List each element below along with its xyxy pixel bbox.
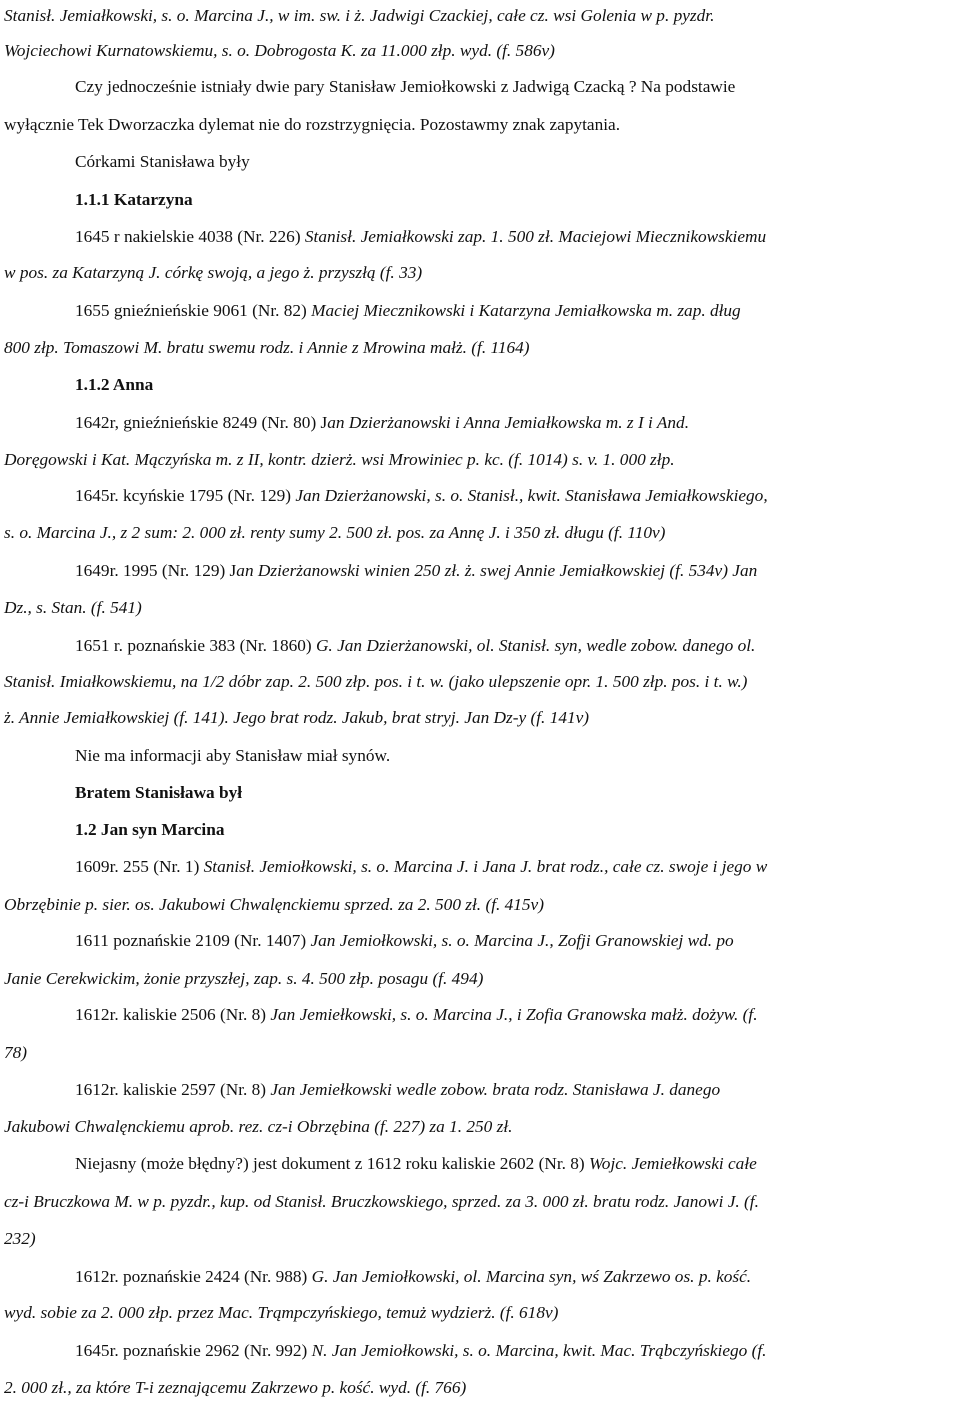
italic-text: Doręgowski i Kat. Mączyńska m. z II, kontr. dzierż. wsi Mrowiniec p. kc. (f. 1014) s. v. 1. 000 złp. [4, 450, 675, 469]
body-text: Niejasny (może błędny?) jest dokument z 1612 roku kaliskie 2602 (Nr. 8) [75, 1154, 589, 1173]
text-line [4, 1115, 512, 1139]
italic-text: 78) [4, 1043, 28, 1062]
italic-text: Stanisł. Imiałkowskiemu, na 1/2 dóbr zap. 2. 500 złp. pos. i t. w. (jako ulepszenie opr. 1. 500 złp. pos. i t. w.) [4, 672, 748, 691]
text-line [75, 559, 757, 583]
text-line [4, 1376, 466, 1400]
italic-text: an Dzierżanowski i Anna Jemiałkowska m. z I i And. [327, 413, 690, 432]
text-line [4, 448, 675, 472]
italic-text: G. Jan Jemiołkowski, ol. Marcina syn, wś Zakrzewo os. p. kość. [311, 1267, 752, 1286]
text-line [4, 596, 142, 620]
italic-text: Stanisł. Jemiałkowski zap. 1. 500 zł. Maciejowi Miecznikowskiemu [304, 227, 767, 246]
italic-text: Jan Jemiełkowski, s. o. Marcina J., i Zofia Granowska małż. dożyw. (f. [270, 1005, 758, 1024]
text-line [75, 1339, 766, 1363]
italic-text: 800 złp. Tomaszowi M. bratu swemu rodz. i Annie z Mrowina małż. (f. 1164) [4, 338, 530, 357]
text-line [75, 299, 741, 323]
heading-text: Bratem Stanisława był [75, 783, 243, 802]
text-line [75, 1265, 751, 1289]
body-text: 1645 r nakielskie 4038 (Nr. 226) [75, 227, 305, 246]
italic-text: 232) [4, 1229, 36, 1248]
body-text: 1642r, gnieźnieńskie 8249 (Nr. 80) J [75, 413, 328, 432]
body-text: 1611 poznańskie 2109 (Nr. 1407) [75, 931, 311, 950]
text-line [4, 1190, 759, 1214]
text-line [75, 929, 734, 953]
text-line [4, 261, 422, 285]
text-line [4, 39, 555, 63]
italic-text: ż. Annie Jemiałkowskiej (f. 141). Jego brat rodz. Jakub, brat stryj. Jan Dz-y (f. 141v) [4, 708, 590, 727]
text-line [75, 188, 193, 212]
body-text: wyłącznie Tek Dworzaczka dylemat nie do rozstrzygnięcia. Pozostawmy znak zapytania. [4, 115, 621, 134]
text-line [4, 4, 714, 28]
heading-text: 1.2 Jan syn Marcina [75, 820, 225, 839]
text-line [4, 336, 530, 360]
text-line [75, 373, 153, 397]
text-line [75, 150, 250, 174]
italic-text: cz-i Bruczkowa M. w p. pyzdr., kup. od Stanisł. Bruczkowskiego, sprzed. za 3. 000 zł. bratu rodz. Janowi J. (f. [4, 1192, 759, 1211]
text-line [75, 634, 755, 658]
italic-text: G. Jan Dzierżanowski, ol. Stanisł. syn, wedle zobow. danego ol. [315, 636, 756, 655]
text-line [75, 484, 768, 508]
heading-text: 1.1.1 Katarzyna [75, 190, 193, 209]
italic-text: Jan Jemiołkowski, s. o. Marcina J., Zofji Granowskiej wd. po [310, 931, 734, 950]
heading-text: 1.1.2 Anna [75, 375, 154, 394]
text-line [75, 75, 735, 99]
text-line [4, 670, 747, 694]
italic-text: Wojciechowi Kurnatowskiemu, s. o. Dobrogosta K. za 11.000 złp. wyd. (f. 586v) [4, 41, 555, 60]
italic-text: an Dzierżanowski winien 250 zł. ż. swej Annie Jemiałkowskiej (f. 534v) Jan [236, 561, 758, 580]
text-line [75, 225, 766, 249]
body-text: 1655 gnieźnieńskie 9061 (Nr. 82) [75, 301, 312, 320]
text-line [4, 706, 589, 730]
text-line [75, 1078, 720, 1102]
italic-text: Jan Dzierżanowski, s. o. Stanisł., kwit. Stanisława Jemiałkowskiego, [295, 486, 768, 505]
body-text: 1612r. kaliskie 2597 (Nr. 8) [75, 1080, 271, 1099]
italic-text: wyd. sobie za 2. 000 złp. przez Mac. Trąmpczyńskiego, temuż wydzierż. (f. 618v) [4, 1303, 559, 1322]
text-line [75, 1003, 758, 1027]
italic-text: w pos. za Katarzyną J. córkę swoją, a jego ż. przyszłą (f. 33) [4, 263, 423, 282]
text-line [4, 967, 483, 991]
body-text: 1649r. 1995 (Nr. 129) J [75, 561, 237, 580]
italic-text: Stanisł. Jemiołkowski, s. o. Marcina J. i Jana J. brat rodz., całe cz. swoje i jego w [203, 857, 768, 876]
body-text: 1645r. kcyńskie 1795 (Nr. 129) [75, 486, 296, 505]
italic-text: Obrzębinie p. sier. os. Jakubowi Chwalęnckiemu sprzed. za 2. 500 zł. (f. 415v) [4, 895, 544, 914]
text-line [75, 855, 767, 879]
italic-text: Janie Cerekwickim, żonie przyszłej, zap. s. 4. 500 złp. posagu (f. 494) [4, 969, 484, 988]
italic-text: s. o. Marcina J., z 2 sum: 2. 000 zł. renty sumy 2. 500 zł. pos. za Annę J. i 350 zł. długu (f. 110v) [4, 523, 666, 542]
text-line [75, 818, 224, 842]
body-text: Czy jednocześnie istniały dwie pary Stanisław Jemiołkowski z Jadwigą Czacką ? Na podstawie [75, 77, 736, 96]
body-text: 1645r. poznańskie 2962 (Nr. 992) [75, 1341, 312, 1360]
text-line [75, 411, 689, 435]
text-line [4, 1301, 558, 1325]
text-line [4, 113, 620, 137]
body-text: Córkami Stanisława były [75, 152, 250, 171]
italic-text: N. Jan Jemiołkowski, s. o. Marcina, kwit. Mac. Trąbczyńskiego (f. [311, 1341, 767, 1360]
text-line [75, 744, 390, 768]
body-text: 1612r. kaliskie 2506 (Nr. 8) [75, 1005, 271, 1024]
body-text: 1612r. poznańskie 2424 (Nr. 988) [75, 1267, 312, 1286]
text-line [75, 781, 242, 805]
text-line [4, 893, 544, 917]
italic-text: Wojc. Jemiełkowski całe [589, 1154, 757, 1173]
text-line [4, 521, 665, 545]
italic-text: Jakubowi Chwalęnckiemu aprob. rez. cz-i Obrzębina (f. 227) za 1. 250 zł. [4, 1117, 513, 1136]
text-line [4, 1227, 36, 1251]
text-line [4, 1041, 27, 1065]
text-line [75, 1152, 757, 1176]
italic-text: Jan Jemiełkowski wedle zobow. brata rodz. Stanisława J. danego [270, 1080, 721, 1099]
italic-text: Dz., s. Stan. (f. 541) [4, 598, 142, 617]
body-text: 1651 r. poznańskie 383 (Nr. 1860) [75, 636, 316, 655]
italic-text: Maciej Miecznikowski i Katarzyna Jemiałkowska m. zap. dług [311, 301, 741, 320]
body-text: 1609r. 255 (Nr. 1) [75, 857, 204, 876]
italic-text: 2. 000 zł., za które T-i zeznającemu Zakrzewo p. kość. wyd. (f. 766) [4, 1378, 467, 1397]
italic-text: Stanisł. Jemiałkowski, s. o. Marcina J., w im. sw. i ż. Jadwigi Czackiej, całe cz. wsi Golenia w p. pyzdr. [4, 6, 715, 25]
body-text: Nie ma informacji aby Stanisław miał synów. [75, 746, 391, 765]
